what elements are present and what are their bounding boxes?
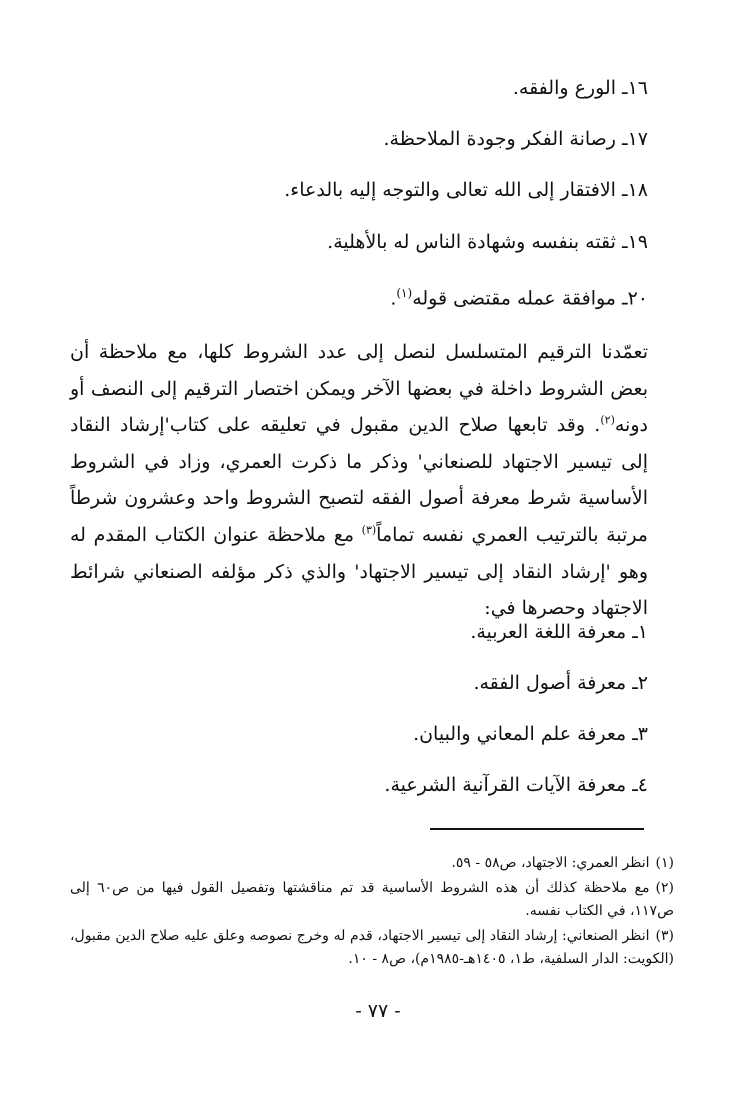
footnote-number: (١) <box>655 855 674 871</box>
footnote-text: انظر العمري: الاجتهاد، ص٥٨ - ٥٩. <box>451 855 650 871</box>
footnote-ref-2[interactable]: (٢) <box>600 413 615 427</box>
condition-item-2 <box>473 670 648 696</box>
paragraph-part-2: . وقد تابعها صلاح الدين مقبول في تعليقه على كتاب'إرشاد النقاد إلى تيسير الاجتهاد للصنعاني' وذكر ما ذكرت العمري، وزاد في الشروط الأساسية شرط معرفة أصول الفقه لتصبح الشروط واحد وعشرون شرطاً مرتبة بالترتيب العمري نفسه تماماً <box>70 414 648 546</box>
footnote-number: (٢) <box>655 880 674 896</box>
condition-text: ٢ـ معرفة أصول الفقه. <box>473 672 648 694</box>
condition-item-3 <box>413 721 648 747</box>
footnote-text: انظر الصنعاني: إرشاد النقاد إلى تيسير الاجتهاد، قدم له وخرج نصوصه وعلق عليه صلاح الدين مقبول، (الكويت: الدار السلفية، ط١، ١٤٠٥هـ-١٩٨٥م)، ص٨ - ١٠. <box>70 928 674 967</box>
footnote-separator <box>430 828 644 830</box>
footnote-ref-1[interactable]: (١) <box>396 286 413 300</box>
footnote-ref-3[interactable]: (٣) <box>361 523 377 537</box>
list-item-text: ١٩ـ ثقته بنفسه وشهادة الناس له بالأهلية. <box>327 231 648 253</box>
footnote-3 <box>70 925 674 971</box>
list-item-text: ١٧ـ رصانة الفكر وجودة الملاحظة. <box>383 128 648 150</box>
footnote-text: مع ملاحظة كذلك أن هذه الشروط الأساسية قد تم مناقشتها وتفصيل القول فيها من ص٦٠ إلى ص١١٧، في الكتاب نفسه. <box>70 880 674 919</box>
list-item-19 <box>327 229 648 255</box>
list-item-text: ٢٠ـ موافقة عمله مقتضى قوله <box>412 287 648 310</box>
condition-text: ٣ـ معرفة علم المعاني والبيان. <box>413 723 648 745</box>
condition-text: ١ـ معرفة اللغة العربية. <box>470 621 648 643</box>
list-item-text: ١٨ـ الافتقار إلى الله تعالى والتوجه إليه بالدعاء. <box>284 179 648 201</box>
list-item-20 <box>390 280 648 311</box>
page-number: - ٧٧ - <box>355 1000 401 1022</box>
list-item-tail: . <box>390 287 397 310</box>
list-item-17 <box>384 126 648 152</box>
footnote-2 <box>70 877 674 923</box>
footnote-1 <box>70 852 674 875</box>
paragraph-part-1: تعمّدنا الترقيم المتسلسل لنصل إلى عدد الشروط كلها، مع ملاحظة أن بعض الشروط داخلة في بعضها الآخر ويمكن اختصار الترقيم إلى النصف أو دونه <box>70 341 648 437</box>
body-paragraph <box>70 334 648 627</box>
list-item-text: ١٦ـ الورع والفقه. <box>512 77 648 99</box>
paragraph-part-3: مع ملاحظة عنوان الكتاب المقدم له وهو 'إرشاد النقاد إلى تيسير الاجتهاد' والذي ذكر مؤلفه الصنعاني شرائط الاجتهاد وحصرها في: <box>70 523 648 620</box>
footnote-number: (٣) <box>655 928 674 944</box>
list-item-16 <box>513 75 648 101</box>
footnotes <box>70 852 674 973</box>
condition-text: ٤ـ معرفة الآيات القرآنية الشرعية. <box>384 774 648 796</box>
list-item-18 <box>284 177 648 203</box>
condition-item-4 <box>384 772 648 798</box>
condition-item-1 <box>470 619 648 645</box>
